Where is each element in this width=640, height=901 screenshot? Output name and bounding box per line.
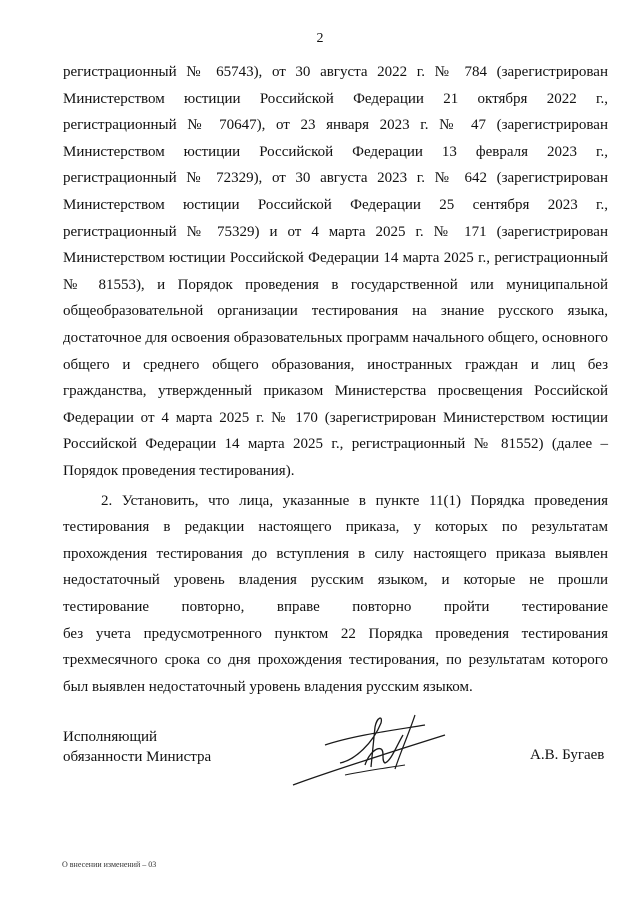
text-line: был выявлен недостаточный уровень владения русским языком. [63,678,473,695]
text-line: Федерации от 4 марта 2025 г. № 170 (зарегистрирован Министерством юстиции [63,409,608,426]
text-line: Министерством юстиции Российской Федерации 13 февраля 2023 г., [63,143,608,160]
footer-label: О внесении изменений – 03 [62,860,157,869]
text-line: тестирование повторно, вправе повторно пройти тестирование [63,599,608,615]
page-number: 2 [316,31,324,46]
text-line: общеобразовательной организации тестирования на знание русского языка, [63,303,608,320]
text-line: без учета предусмотренного пунктом 22 Порядка проведения тестирования [63,625,608,642]
text-line: регистрационный № 70647), от 23 января 2023 г. № 47 (зарегистрирован [63,117,608,134]
text-line: регистрационный № 75329) и от 4 марта 2025 г. № 171 (зарегистрирован [63,223,608,240]
text-line: Российской Федерации 14 марта 2025 г., регистрационный № 81552) (далее – [63,436,608,453]
text-line: Министерством юстиции Российской Федерации 25 сентября 2023 г., [63,197,608,213]
text-line: тестирования в редакции настоящего приказа, у которых по результатам [63,519,608,536]
text-line: прохождения тестирования до вступления в силу настоящего приказа выявлен [63,545,608,562]
position-line-2: обязанности Министра [63,749,212,765]
text-line: Министерством юстиции Российской Федерации 14 марта 2025 г., регистрационный [63,250,608,267]
text-line: трехмесячного срока со дня прохождения тестирования, по результатам которого [63,652,608,669]
text-line: регистрационный № 65743), от 30 августа 2022 г. № 784 (зарегистрирован [63,64,608,80]
text-line: гражданства, утвержденный приказом Министерства просвещения Российской [63,383,608,400]
signatory-position [63,727,211,767]
text-line: достаточное для освоения образовательных программ начального общего, основного [63,330,608,346]
text-line: Министерством юстиции Российской Федерации 21 октября 2022 г., [63,90,608,107]
text-line: регистрационный № 72329), от 30 августа 2023 г. № 642 (зарегистрирован [63,170,608,187]
text-line: недостаточный уровень владения русским языком, и которые не прошли [63,572,608,589]
text-line: общего и среднего общего образования, иностранных граждан и лиц без [63,356,608,373]
handwritten-signature [285,705,455,790]
position-line-1: Исполняющий [63,729,158,745]
text-line: Порядок проведения тестирования). [63,463,295,479]
text-line: 2. Установить, что лица, указанные в пункте 11(1) Порядка проведения [101,492,608,509]
text-line: № 81553), и Порядок проведения в государственной или муниципальной [63,276,608,293]
signer-name: А.В. Бугаев [530,747,605,763]
